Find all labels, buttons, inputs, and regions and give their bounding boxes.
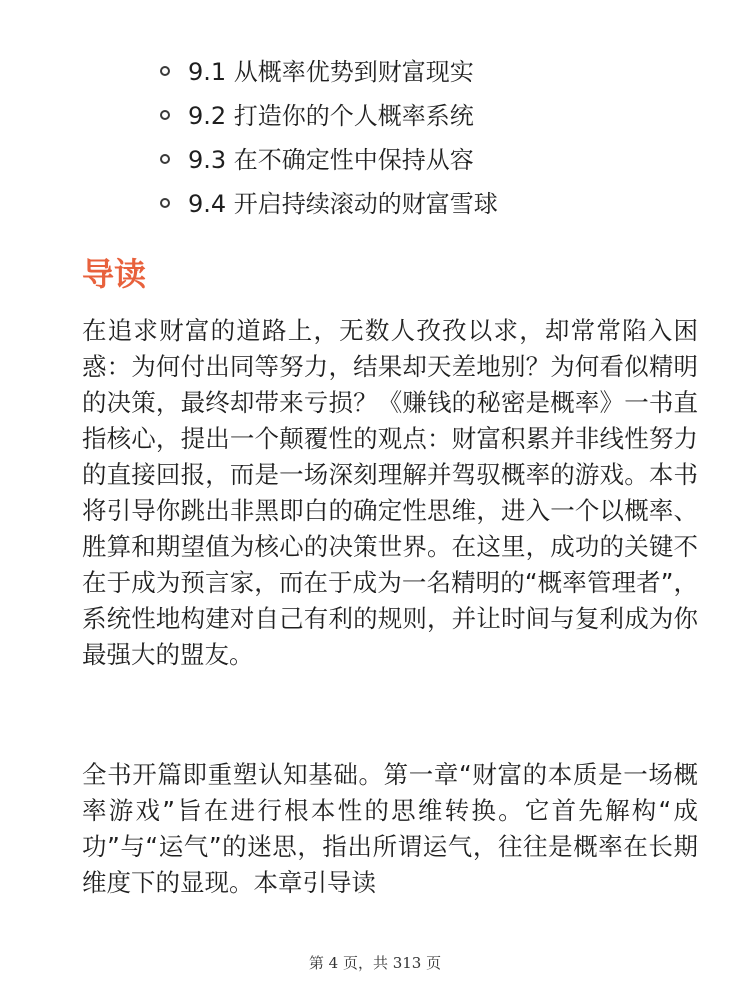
hollow-circle-bullet-icon [160,198,170,208]
hollow-circle-bullet-icon [160,110,170,120]
body-paragraph-2: 全书开篇即重塑认知基础。第一章“财富的本质是一场概率游戏”旨在进行根本性的思维转换。它首先解构“成功”与“运气”的迷思，指出所谓运气，往往是概率在长期维度下的显现。本章引导读 [82,760,698,897]
hollow-circle-bullet-icon [160,66,170,76]
toc-item-9-4[interactable] [0,182,750,226]
table-of-contents [0,50,750,226]
toc-item-9-3[interactable] [0,138,750,182]
toc-item-9-2[interactable] [0,94,750,138]
page-number-footer: 第 4 页，共 313 页 [308,954,442,972]
hollow-circle-bullet-icon [160,154,170,164]
toc-item-label: 9.2 打造你的个人概率系统 [188,102,474,130]
toc-item-9-1[interactable] [0,50,750,94]
toc-item-label: 9.1 从概率优势到财富现实 [188,58,474,86]
toc-item-label: 9.4 开启持续滚动的财富雪球 [188,190,498,218]
toc-item-label: 9.3 在不确定性中保持从容 [188,146,474,174]
section-heading: 导读 [82,255,147,293]
body-paragraph-1: 在追求财富的道路上，无数人孜孜以求，却常常陷入困惑：为何付出同等努力，结果却天差地别？为何看似精明的决策，最终却带来亏损？《赚钱的秘密是概率》一书直指核心，提出一个颠覆性的观点：财富积累并非线性努力的直接回报，而是一场深刻理解并驾驭概率的游戏。本书将引导你跳出非黑即白的确定性思维，进入一个以概率、胜算和期望值为核心的决策世界。在这里，成功的关键不在于成为预言家，而在于成为一名精明的“概率管理者”，系统性地构建对自己有利的规则，并让时间与复利成为你最强大的盟友。 [82,316,698,669]
